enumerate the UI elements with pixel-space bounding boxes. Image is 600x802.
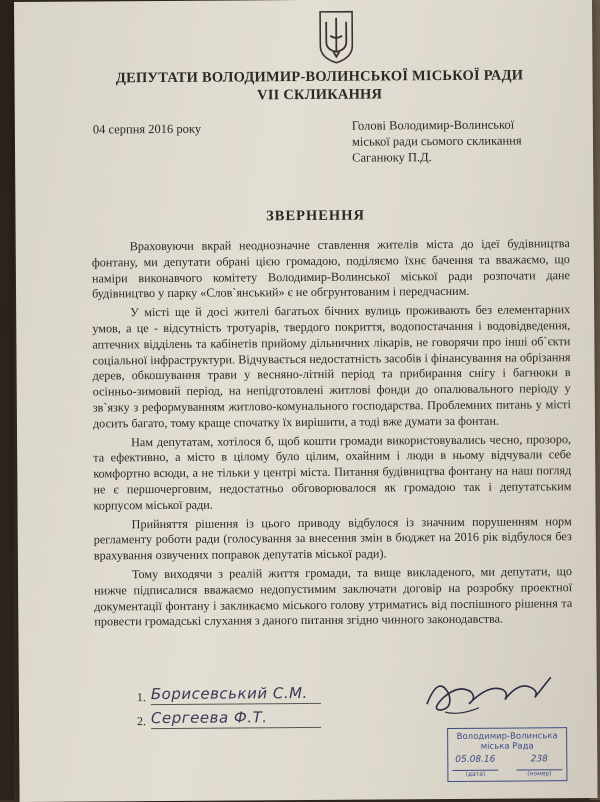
stamp-org-line: Володимир-Волинська (448, 731, 566, 742)
document-body (92, 236, 573, 633)
paragraph: У місті ще й досі жителі багатьох бічних вулиць проживають без елементарних умов, а це - відсутність тротуарів, твердого покриття, водопостачання і водовідведення, аптечних відділень та кабінетів прийому дільничних лікарів, не говорячи про інші об`єкти соціальної інфраструктури. Відчувається недостатність засобів і фінансування на обрізання дерев, обкошування трави у весняно-літній період та прибирання снігу і багнюки в осінньо-зимовий період, на непідготовлені житлові фонди до опалювального періоду у зв`язку з реформуванням житлово-комунального господарства. Проблемних питань у місті досить багато, тому краще спочатку їх вирішити, а тоді вже думати за фонтан. (92, 302, 571, 432)
signer-name: Борисевський С.М. (151, 684, 321, 705)
stamp-fields (452, 754, 562, 771)
signer-name: Сергеева Ф.Т. (151, 708, 321, 729)
stamp-number-value: 238 (531, 754, 548, 764)
stamp-date-caption: (дата) (452, 771, 498, 778)
header-line-2: VII СКЛИКАННЯ (55, 84, 585, 106)
addressee-block (352, 116, 582, 166)
addressee-line: Саганюку П.Д. (352, 148, 582, 166)
signature-number: 1. (137, 690, 146, 705)
document-header (54, 66, 584, 106)
stamp-number-cell (516, 754, 562, 770)
stamp-number-caption: (номер) (516, 770, 562, 777)
stamp-date-cell (452, 755, 498, 771)
stamp-org-line: міська Рада (448, 741, 566, 752)
addressee-line: міської ради сьомого скликання (352, 132, 582, 150)
header-line-1: ДЕПУТАТИ ВОЛОДИМИР-ВОЛИНСЬКОЇ МІСЬКОЇ РАДИ (54, 66, 584, 88)
paragraph: Прийняття рішення із цього приводу відбулося із значним порушенням норм регламенту роботи ради (голосування за внесення змін в бюджет на 2016 рік відбулося без врахування озвучених поправок депутатів міської ради). (94, 514, 572, 565)
document-title: ЗВЕРНЕННЯ (15, 206, 600, 227)
background-left (0, 0, 14, 800)
addressee-line: Голові Володимир-Волинської (352, 116, 582, 134)
signature-number: 2. (137, 714, 146, 729)
paragraph: Нам депутатам, хотілося б, щоб кошти громади використовувались чесно, прозоро, та ефективно, а місто в цілому було цілим, охайним і люди в ньому відчували себе комфортно всюди, а не тільки у центрі міста. Питання будівництва фонтану на наш погляд не є першочерговим, недостатньо обговорювалося як громадою так і депутатським корпусом міської ради. (93, 432, 572, 514)
paragraph: Тому виходячи з реалій життя громади, та вище викладеного, ми депутати, що нижче підписалися вважаємо недопустимим заключати договір на розробку проектної документації фонтану і закликаємо міського голову утриматись від поспішного рішення та провести громадські слухання з даного питання згідно чинного законодавства. (94, 564, 572, 631)
registration-stamp (447, 727, 567, 782)
handwritten-signature (419, 663, 559, 724)
document-date: 04 серпня 2016 року (93, 122, 201, 138)
paragraph: Враховуючи вкрай неоднозначне ставлення жителів міста до ідеї будівництва фонтану, ми депутати обрані цією громадою, поділяємо їхнє бачення та вважаємо, що наміри виконавчого комітету Володимир-Волинської міської ради розпочати дане будівництво у парку «Слов`янський» є не обгрунтованим і передчасним. (92, 236, 570, 303)
document-sheet (14, 0, 598, 802)
trident-icon (316, 10, 356, 64)
stamp-date-value: 05.08.16 (455, 755, 495, 765)
stamp-organization (448, 728, 566, 752)
